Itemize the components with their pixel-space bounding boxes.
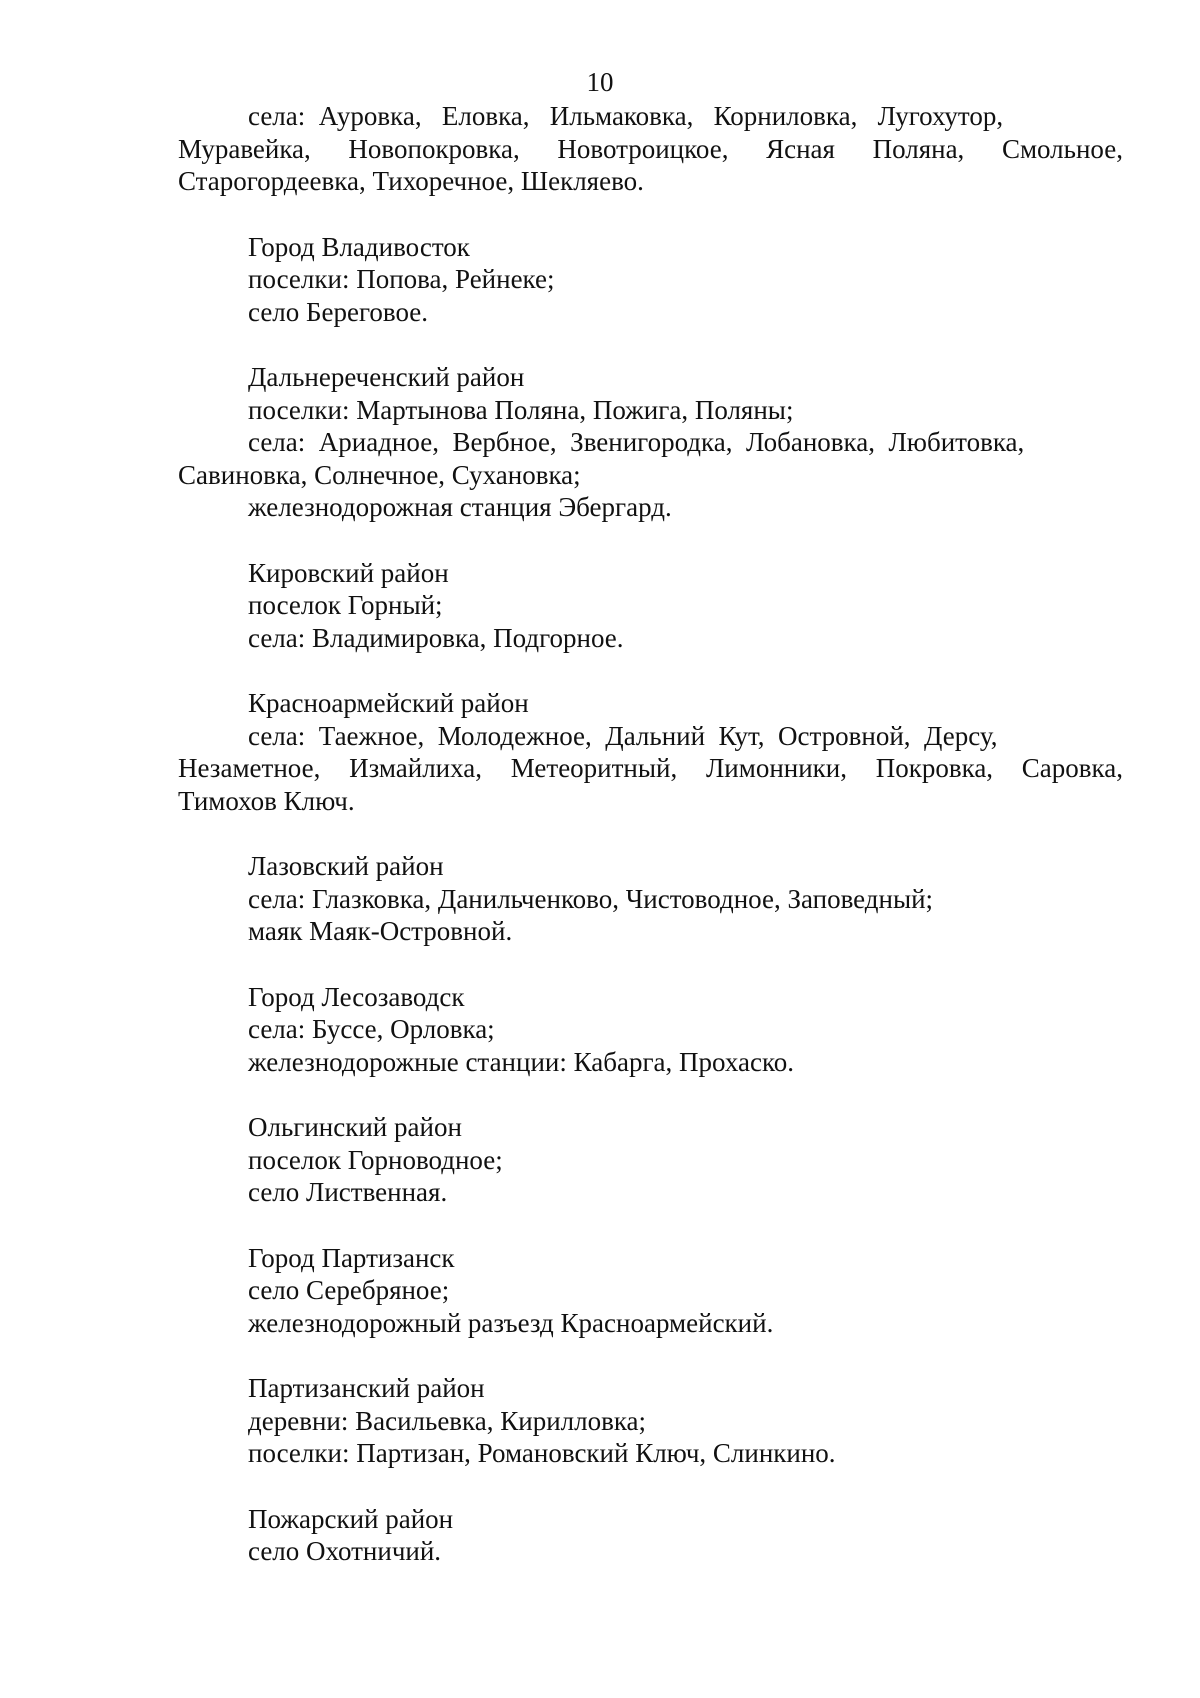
page-number: 10 bbox=[586, 67, 614, 97]
text-line: Савиновка, Солнечное, Сухановка; bbox=[178, 459, 581, 490]
text-line: железнодорожные станции: Кабарга, Прохаско. bbox=[248, 1046, 794, 1077]
paragraph-gap bbox=[178, 524, 1123, 557]
text-line: Партизанский район bbox=[248, 1373, 485, 1403]
text-line: села: Буссе, Орловка; bbox=[248, 1014, 495, 1044]
text-line: Город Лесозаводск bbox=[248, 981, 465, 1012]
text-line: Город Владивосток bbox=[248, 231, 470, 262]
paragraph-gap bbox=[178, 654, 1123, 687]
text-line: железнодорожный разъезд Красноармейский. bbox=[248, 1307, 774, 1338]
paragraph-gap bbox=[178, 198, 1123, 231]
text-line: маяк Маяк-Островной. bbox=[248, 916, 513, 946]
text-line: село Серебряное; bbox=[248, 1275, 450, 1305]
text-line: поселок Горноводное; bbox=[248, 1144, 503, 1175]
text-line: поселок Горный; bbox=[248, 590, 443, 620]
paragraph-gap bbox=[178, 328, 1123, 361]
text-line: Город Партизанск bbox=[248, 1242, 455, 1273]
text-line: села: Глазковка, Данильченково, Чистоводное, Заповедный; bbox=[248, 883, 934, 914]
text-line: поселки: Партизан, Романовский Ключ, Слинкино. bbox=[248, 1438, 836, 1468]
text-line: деревни: Васильевка, Кирилловка; bbox=[248, 1405, 647, 1436]
text-line: поселки: Мартынова Поляна, Пожига, Поляны; bbox=[248, 394, 794, 425]
text-line: Красноармейский район bbox=[248, 688, 529, 718]
text-line: Дальнереченский район bbox=[248, 362, 525, 392]
text-line: поселки: Попова, Рейнеке; bbox=[248, 264, 555, 294]
text-line: Лазовский район bbox=[248, 851, 444, 881]
text-line: село Лиственная. bbox=[248, 1177, 448, 1207]
text-line: село Охотничий. bbox=[248, 1536, 442, 1566]
text-line: села: Ауровка, Еловка, Ильмаковка, Корниловка, Лугохутор, bbox=[248, 101, 1004, 131]
paragraph-gap bbox=[178, 1209, 1123, 1242]
text-line: Ольгинский район bbox=[248, 1112, 462, 1142]
text-line: село Береговое. bbox=[248, 296, 429, 327]
text-line: села: Ариадное, Вербное, Звенигородка, Лобановка, Любитовка, bbox=[248, 427, 1025, 457]
document-body bbox=[178, 100, 1123, 1568]
text-line: села: Владимировка, Подгорное. bbox=[248, 622, 624, 653]
text-line: села: Таежное, Молодежное, Дальний Кут, Островной, Дерсу, bbox=[248, 720, 998, 751]
text-line: Тимохов Ключ. bbox=[178, 785, 355, 816]
text-line: Муравейка, Новопокровка, Новотроицкое, Ясная Поляна, Смольное, bbox=[178, 133, 1123, 164]
text-line: Старогордеевка, Тихоречное, Шекляево. bbox=[178, 166, 644, 196]
paragraph-gap bbox=[178, 1339, 1123, 1372]
paragraph-gap bbox=[178, 817, 1123, 850]
text-line: Пожарский район bbox=[248, 1503, 454, 1534]
paragraph-gap bbox=[178, 1078, 1123, 1111]
text-line: железнодорожная станция Эбергард. bbox=[248, 492, 672, 522]
paragraph-gap bbox=[178, 1470, 1123, 1503]
text-line: Незаметное, Измайлиха, Метеоритный, Лимонники, Покровка, Саровка, bbox=[178, 753, 1123, 783]
text-line: Кировский район bbox=[248, 557, 449, 588]
paragraph-gap bbox=[178, 948, 1123, 981]
